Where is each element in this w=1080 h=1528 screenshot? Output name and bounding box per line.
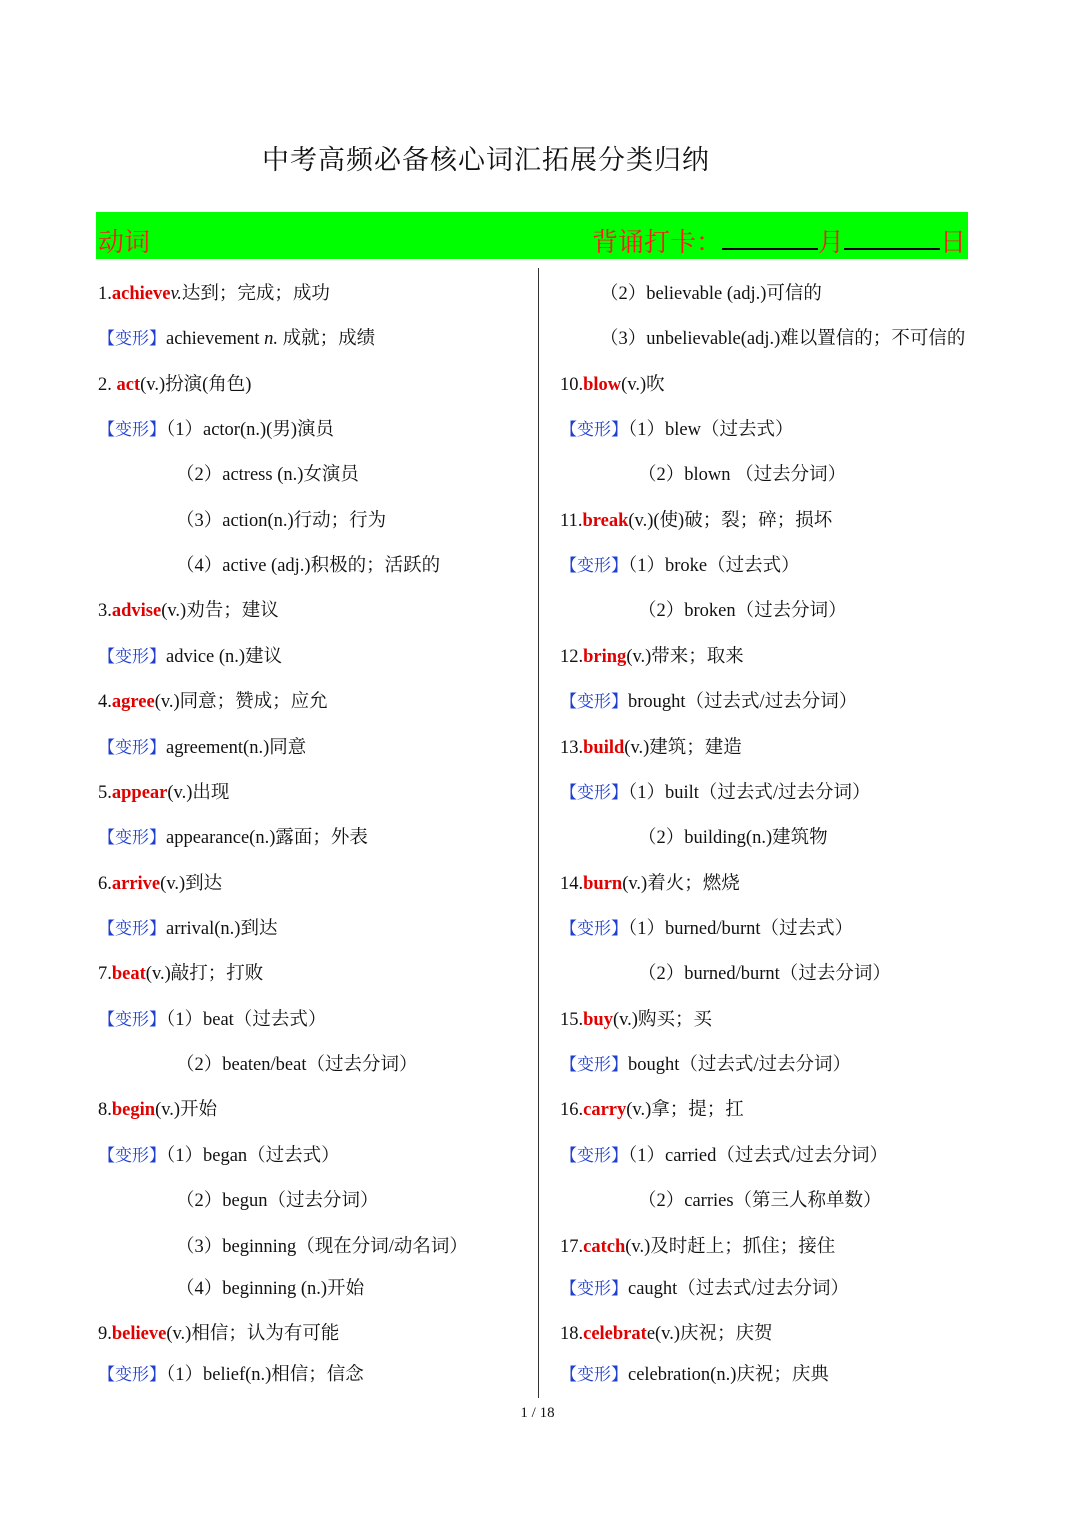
headword: appear <box>111 783 168 803</box>
variant-tag: 【变形】 <box>560 692 628 712</box>
day-blank <box>844 222 940 250</box>
vocab-form-line <box>98 328 375 350</box>
vocab-form-line <box>176 1278 364 1300</box>
entry-number: 10. <box>560 375 584 395</box>
vocab-form-line <box>638 827 828 849</box>
vocab-form-line <box>98 1364 364 1386</box>
checkin-label: 背诵打卡： <box>591 228 722 258</box>
meaning: (v.)吹 <box>621 375 665 395</box>
vocab-form-line <box>560 782 871 804</box>
part-of-speech: v. <box>170 284 182 304</box>
form-text: bought（过去式/过去分词） <box>628 1055 852 1075</box>
month-label: 月 <box>817 228 844 258</box>
vocab-form-line <box>560 691 857 713</box>
vocab-form-line <box>176 1054 417 1076</box>
headword: carry <box>583 1100 627 1120</box>
column-divider <box>538 268 539 1398</box>
vocab-form-line <box>638 1190 882 1212</box>
form-text: （2）carries（第三人称单数） <box>638 1191 882 1211</box>
entry-number: 8. <box>98 1100 112 1120</box>
form-text: （1）beat（过去式） <box>166 1010 327 1030</box>
variant-tag: 【变形】 <box>560 1279 628 1299</box>
form-text: （1）burned/burnt（过去式） <box>628 919 854 939</box>
form-text: （1）began（过去式） <box>166 1146 340 1166</box>
vocab-entry <box>98 782 229 804</box>
meaning: (v.)敲打；打败 <box>145 964 264 984</box>
form-text: （4）active (adj.)积极的；活跃的 <box>176 556 441 576</box>
form-text: celebration(n.)庆祝；庆典 <box>628 1365 829 1385</box>
vocab-entry <box>98 283 330 305</box>
variant-tag: 【变形】 <box>560 783 628 803</box>
vocab-form-line <box>560 1054 851 1076</box>
meaning: (v.)出现 <box>167 783 230 803</box>
vocab-form-line <box>560 1364 829 1386</box>
form-text: （2）burned/burnt（过去分词） <box>638 964 891 984</box>
variant-tag: 【变形】 <box>560 919 628 939</box>
meaning: e(v.)庆祝；庆贺 <box>646 1324 773 1344</box>
entry-number: 2. <box>98 375 117 395</box>
form-text: （4）beginning (n.)开始 <box>176 1279 365 1299</box>
vocab-entry <box>560 737 742 759</box>
vocab-form-line <box>600 283 822 305</box>
meaning: 成就；成绩 <box>277 329 376 349</box>
form-text: appearance(n.)露面；外表 <box>166 828 368 848</box>
vocab-form-line <box>98 1009 326 1031</box>
vocab-entry <box>98 374 251 396</box>
headword: achieve <box>111 284 171 304</box>
form-text: （2）beaten/beat（过去分词） <box>176 1055 418 1075</box>
meaning: (v.)开始 <box>155 1100 218 1120</box>
form-text: （1）broke（过去式） <box>628 556 800 576</box>
entry-number: 6. <box>98 874 112 894</box>
form-text: （2）believable (adj.)可信的 <box>600 284 822 304</box>
vocab-form-line <box>98 827 368 849</box>
meaning: (v.)(使)破；裂；碎；损坏 <box>628 511 833 531</box>
headword: break <box>582 511 629 531</box>
vocab-form-line <box>98 737 306 759</box>
form-text: （2）building(n.)建筑物 <box>638 828 828 848</box>
vocab-form-line <box>176 555 440 577</box>
form-text: brought（过去式/过去分词） <box>628 692 858 712</box>
meaning: 达到；完成；成功 <box>181 284 330 304</box>
variant-tag: 【变形】 <box>98 919 166 939</box>
meaning: (v.)劝告；建议 <box>161 601 279 621</box>
entry-number: 13. <box>560 738 584 758</box>
day-label: 日 <box>939 228 966 258</box>
entry-number: 3. <box>98 601 112 621</box>
vocab-entry <box>560 1099 744 1121</box>
form-text: advice (n.)建议 <box>166 647 283 667</box>
vocab-form-line <box>560 1145 888 1167</box>
headword: arrive <box>111 874 161 894</box>
entry-number: 16. <box>560 1100 584 1120</box>
headword: buy <box>583 1010 613 1030</box>
meaning: (v.)相信；认为有可能 <box>166 1324 340 1344</box>
vocab-entry <box>560 1009 712 1031</box>
entry-number: 7. <box>98 964 112 984</box>
form-text: （1）carried（过去式/过去分词） <box>628 1146 888 1166</box>
entry-number: 17. <box>560 1237 584 1257</box>
vocab-form-line <box>98 419 334 441</box>
meaning: (v.)同意；赞成；应允 <box>154 692 328 712</box>
form-text: （1）actor(n.)(男)演员 <box>166 420 334 440</box>
variant-tag: 【变形】 <box>98 1146 166 1166</box>
variant-tag: 【变形】 <box>560 1055 628 1075</box>
form-text: （1）blew（过去式） <box>628 420 794 440</box>
vocab-form-line <box>176 464 359 486</box>
entry-number: 4. <box>98 692 112 712</box>
vocab-entry <box>560 1236 835 1258</box>
form-text: （1）belief(n.)相信；信念 <box>166 1365 364 1385</box>
headword: celebrat <box>583 1324 647 1344</box>
form-text: agreement(n.)同意 <box>166 738 307 758</box>
entry-number: 9. <box>98 1324 112 1344</box>
entry-number: 14. <box>560 874 584 894</box>
vocab-entry <box>98 691 328 713</box>
form-text: achievement <box>166 329 265 349</box>
part-of-speech: n. <box>264 329 278 349</box>
variant-tag: 【变形】 <box>98 329 166 349</box>
variant-tag: 【变形】 <box>98 1365 166 1385</box>
headword: burn <box>583 874 623 894</box>
vocab-form-line <box>98 646 282 668</box>
form-text: （3）action(n.)行动；行为 <box>176 511 387 531</box>
vocab-form-line <box>176 510 386 532</box>
vocab-form-line <box>560 419 793 441</box>
meaning: (v.)建筑；建造 <box>624 738 742 758</box>
form-text: （2）actress (n.)女演员 <box>176 465 359 485</box>
page-title: 中考高频必备核心词汇拓展分类归纳 <box>262 145 710 176</box>
entry-number: 12. <box>560 647 584 667</box>
vocab-form-line <box>560 555 800 577</box>
form-text: （1）built（过去式/过去分词） <box>628 783 871 803</box>
vocab-entry <box>560 374 665 396</box>
headword: advise <box>111 601 162 621</box>
form-text: （2）begun（过去分词） <box>176 1191 379 1211</box>
vocab-entry <box>98 1323 339 1345</box>
variant-tag: 【变形】 <box>98 647 166 667</box>
headword: agree <box>111 692 155 712</box>
vocab-form-line <box>98 918 277 940</box>
form-text: arrival(n.)到达 <box>166 919 278 939</box>
headword: blow <box>583 375 622 395</box>
vocab-form-line <box>638 600 847 622</box>
form-text: caught（过去式/过去分词） <box>628 1279 849 1299</box>
vocab-form-line <box>176 1190 378 1212</box>
vocab-form-line <box>98 1145 340 1167</box>
vocab-entry <box>560 873 740 895</box>
entry-number: 18. <box>560 1324 584 1344</box>
form-text: （3）unbelievable(adj.)难以置信的；不可信的 <box>600 329 966 349</box>
headword: believe <box>111 1324 167 1344</box>
vocab-entry <box>98 600 279 622</box>
form-text: （3）beginning（现在分词/动名词） <box>176 1237 468 1257</box>
meaning: (v.)带来；取来 <box>626 647 744 667</box>
entry-number: 5. <box>98 783 112 803</box>
meaning: (v.)扮演(角色) <box>140 375 252 395</box>
vocab-form-line <box>176 1236 468 1258</box>
form-text: （2）broken（过去分词） <box>638 601 847 621</box>
vocab-entry <box>560 510 832 532</box>
variant-tag: 【变形】 <box>98 1010 166 1030</box>
headword: beat <box>111 964 146 984</box>
headword: bring <box>583 647 627 667</box>
vocab-entry <box>98 1099 217 1121</box>
vocab-entry <box>560 646 744 668</box>
meaning: (v.)及时赶上；抓住；接住 <box>625 1237 836 1257</box>
headword: build <box>583 738 625 758</box>
vocab-form-line <box>638 464 846 486</box>
entry-number: 11. <box>560 511 583 531</box>
variant-tag: 【变形】 <box>560 1146 628 1166</box>
vocab-form-line <box>560 1278 849 1300</box>
headword: begin <box>111 1100 156 1120</box>
checkin-area <box>592 222 966 259</box>
entry-number: 15. <box>560 1010 584 1030</box>
variant-tag: 【变形】 <box>98 738 166 758</box>
vocab-form-line <box>638 963 891 985</box>
vocab-form-line <box>600 328 965 350</box>
variant-tag: 【变形】 <box>98 828 166 848</box>
entry-number: 1. <box>98 284 112 304</box>
meaning: (v.)拿；提；扛 <box>626 1100 744 1120</box>
form-text: （2）blown （过去分词） <box>638 465 847 485</box>
vocab-entry <box>98 873 222 895</box>
vocab-form-line <box>560 918 853 940</box>
vocab-entry <box>560 1323 773 1345</box>
headword: catch <box>583 1237 626 1257</box>
meaning: (v.)到达 <box>160 874 223 894</box>
meaning: (v.)着火；燃烧 <box>622 874 740 894</box>
variant-tag: 【变形】 <box>98 420 166 440</box>
variant-tag: 【变形】 <box>560 556 628 576</box>
meaning: (v.)购买；买 <box>612 1010 712 1030</box>
variant-tag: 【变形】 <box>560 420 628 440</box>
page-number: 1 / 18 <box>520 1405 555 1421</box>
headword: act <box>116 375 141 395</box>
section-header-band <box>96 212 968 259</box>
section-label: 动词 <box>98 228 151 258</box>
month-blank <box>722 222 818 250</box>
variant-tag: 【变形】 <box>560 1365 628 1385</box>
vocab-entry <box>98 963 263 985</box>
